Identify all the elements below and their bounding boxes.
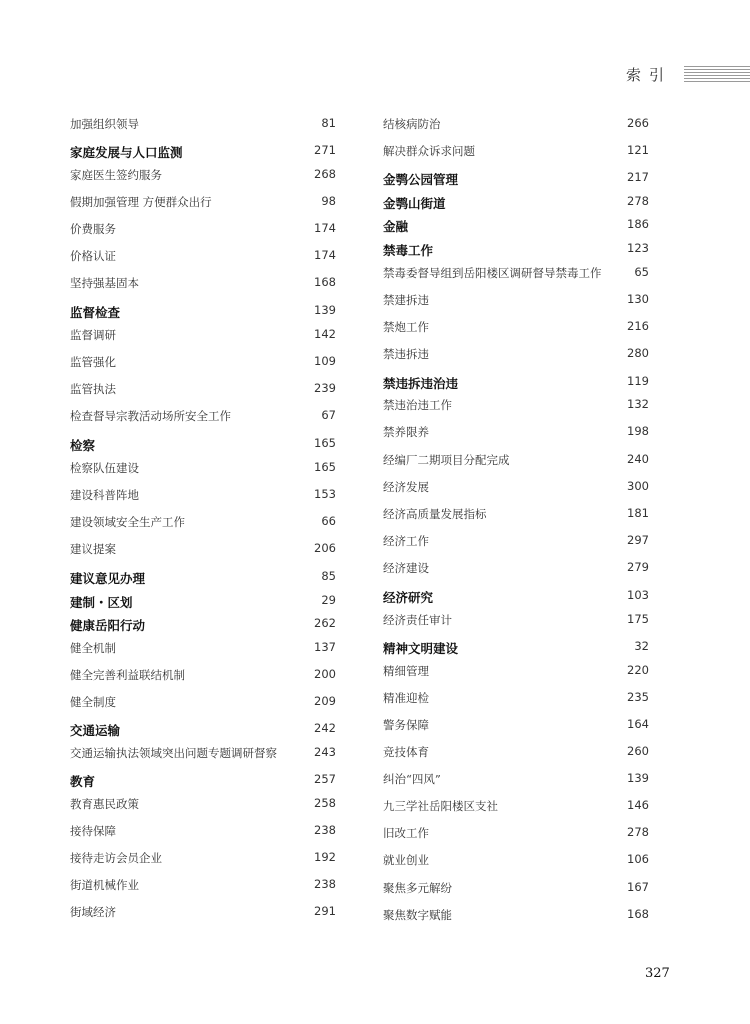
index-entry bbox=[383, 771, 649, 789]
index-term: 聚焦数字赋能 bbox=[383, 908, 452, 922]
index-page-number: 123 bbox=[627, 241, 649, 255]
index-page-number: 139 bbox=[627, 771, 649, 785]
index-term: 竞技体育 bbox=[383, 745, 429, 759]
index-page-number: 174 bbox=[314, 248, 336, 262]
index-entry bbox=[383, 612, 649, 630]
index-term: 建制・区划 bbox=[70, 595, 133, 610]
index-term: 就业创业 bbox=[383, 853, 429, 867]
index-entry bbox=[383, 907, 649, 925]
index-entry bbox=[70, 167, 336, 185]
index-term: 监督调研 bbox=[70, 328, 116, 342]
index-page-number: 66 bbox=[321, 514, 336, 528]
index-entry bbox=[383, 479, 649, 497]
index-entry bbox=[70, 667, 336, 685]
index-page-number: 238 bbox=[314, 877, 336, 891]
index-entry bbox=[70, 116, 336, 134]
index-term: 禁建拆违 bbox=[383, 293, 429, 307]
index-heading-entry bbox=[70, 721, 336, 739]
index-page-number: 258 bbox=[314, 796, 336, 810]
index-page-number: 291 bbox=[314, 904, 336, 918]
index-heading-entry bbox=[383, 170, 649, 188]
index-term: 假期加强管理 方便群众出行 bbox=[70, 195, 212, 209]
index-term: 纠治“四风” bbox=[383, 772, 441, 786]
index-page-number: 242 bbox=[314, 721, 336, 735]
index-entry bbox=[70, 408, 336, 426]
index-term: 经济研究 bbox=[383, 590, 434, 605]
index-term: 价费服务 bbox=[70, 222, 116, 236]
index-page-number: 257 bbox=[314, 772, 336, 786]
header-rule-lines bbox=[684, 66, 750, 82]
index-entry bbox=[70, 904, 336, 922]
index-entry bbox=[383, 116, 649, 134]
index-page-number: 239 bbox=[314, 381, 336, 395]
index-entry bbox=[70, 877, 336, 895]
index-term: 家庭医生签约服务 bbox=[70, 168, 162, 182]
index-entry bbox=[383, 825, 649, 843]
index-entry bbox=[383, 397, 649, 415]
index-term: 检察 bbox=[70, 438, 96, 453]
index-page-number: 186 bbox=[627, 217, 649, 231]
index-term: 街域经济 bbox=[70, 905, 116, 919]
index-term: 经济高质量发展指标 bbox=[383, 507, 487, 521]
index-entry bbox=[383, 319, 649, 337]
index-term: 禁违拆违治违 bbox=[383, 376, 459, 391]
index-term: 禁养限养 bbox=[383, 425, 429, 439]
index-heading-entry bbox=[70, 143, 336, 161]
index-term: 解决群众诉求问题 bbox=[383, 144, 475, 158]
index-page-number: 198 bbox=[627, 424, 649, 438]
index-entry bbox=[383, 265, 649, 283]
index-entry bbox=[70, 381, 336, 399]
index-entry bbox=[70, 850, 336, 868]
index-page-number: 81 bbox=[321, 116, 336, 130]
index-entry bbox=[70, 694, 336, 712]
index-entry bbox=[383, 852, 649, 870]
index-heading-entry bbox=[70, 303, 336, 321]
index-term: 检查督导宗教活动场所安全工作 bbox=[70, 409, 231, 423]
index-entry bbox=[383, 560, 649, 578]
index-term: 建设领域安全生产工作 bbox=[70, 515, 185, 529]
index-entry bbox=[383, 452, 649, 470]
index-page-number: 29 bbox=[321, 593, 336, 607]
index-entry bbox=[383, 292, 649, 310]
index-page-number: 217 bbox=[627, 170, 649, 184]
index-page-number: 262 bbox=[314, 616, 336, 630]
index-page-number: 168 bbox=[627, 907, 649, 921]
index-page-number: 168 bbox=[314, 275, 336, 289]
index-term: 禁毒工作 bbox=[383, 243, 434, 258]
index-page-number: 278 bbox=[627, 825, 649, 839]
index-entry bbox=[70, 541, 336, 559]
index-page-number: 142 bbox=[314, 327, 336, 341]
index-page-number: 65 bbox=[634, 265, 649, 279]
index-entry bbox=[383, 744, 649, 762]
index-term: 检察队伍建设 bbox=[70, 461, 139, 475]
index-page-number: 67 bbox=[321, 408, 336, 422]
index-term: 健全完善利益联结机制 bbox=[70, 668, 185, 682]
index-heading-entry bbox=[383, 374, 649, 392]
index-term: 警务保障 bbox=[383, 718, 429, 732]
index-page-number: 192 bbox=[314, 850, 336, 864]
index-term: 禁违治违工作 bbox=[383, 398, 452, 412]
index-page-number: 271 bbox=[314, 143, 336, 157]
index-entry bbox=[70, 194, 336, 212]
index-page-number: 137 bbox=[314, 640, 336, 654]
index-term: 接待保障 bbox=[70, 824, 116, 838]
index-term: 建议意见办理 bbox=[70, 571, 146, 586]
index-page-number: 220 bbox=[627, 663, 649, 677]
index-entry bbox=[383, 717, 649, 735]
index-heading-entry bbox=[383, 588, 649, 606]
index-page-number: 243 bbox=[314, 745, 336, 759]
index-entry bbox=[70, 327, 336, 345]
index-page-number: 280 bbox=[627, 346, 649, 360]
index-page-number: 139 bbox=[314, 303, 336, 317]
index-term: 健康岳阳行动 bbox=[70, 618, 146, 633]
index-page-number: 32 bbox=[634, 639, 649, 653]
index-page-number: 106 bbox=[627, 852, 649, 866]
index-entry bbox=[383, 143, 649, 161]
index-page-number: 103 bbox=[627, 588, 649, 602]
index-heading-entry bbox=[383, 639, 649, 657]
index-term: 经济建设 bbox=[383, 561, 429, 575]
index-page-number: 278 bbox=[627, 194, 649, 208]
index-entry bbox=[70, 460, 336, 478]
page-number: 327 bbox=[645, 966, 670, 981]
index-page-number: 130 bbox=[627, 292, 649, 306]
index-heading-entry bbox=[383, 194, 649, 212]
index-term: 加强组织领导 bbox=[70, 117, 139, 131]
index-page-number: 146 bbox=[627, 798, 649, 812]
index-entry bbox=[383, 346, 649, 364]
index-entry bbox=[70, 248, 336, 266]
index-page-number: 109 bbox=[314, 354, 336, 368]
index-term: 九三学社岳阳楼区支社 bbox=[383, 799, 498, 813]
index-page-number: 240 bbox=[627, 452, 649, 466]
index-page-number: 209 bbox=[314, 694, 336, 708]
index-entry bbox=[70, 275, 336, 293]
index-term: 教育惠民政策 bbox=[70, 797, 139, 811]
index-page-number: 132 bbox=[627, 397, 649, 411]
index-entry bbox=[70, 796, 336, 814]
index-term: 接待走访会员企业 bbox=[70, 851, 162, 865]
index-term: 经编厂二期项目分配完成 bbox=[383, 453, 510, 467]
index-page-number: 181 bbox=[627, 506, 649, 520]
index-entry bbox=[70, 487, 336, 505]
index-heading-entry bbox=[70, 593, 336, 611]
index-entry bbox=[383, 798, 649, 816]
index-entry bbox=[383, 690, 649, 708]
index-term: 建议提案 bbox=[70, 542, 116, 556]
index-entry bbox=[383, 663, 649, 681]
index-term: 监管强化 bbox=[70, 355, 116, 369]
index-page-number: 165 bbox=[314, 460, 336, 474]
index-term: 监管执法 bbox=[70, 382, 116, 396]
index-term: 精细管理 bbox=[383, 664, 429, 678]
index-term: 坚持强基固本 bbox=[70, 276, 139, 290]
index-term: 家庭发展与人口监测 bbox=[70, 145, 183, 160]
index-term: 经济责任审计 bbox=[383, 613, 452, 627]
header-title: 索引 bbox=[626, 66, 673, 84]
index-term: 教育 bbox=[70, 774, 96, 789]
index-entry bbox=[383, 506, 649, 524]
index-entry bbox=[383, 880, 649, 898]
index-page-number: 175 bbox=[627, 612, 649, 626]
index-page-number: 266 bbox=[627, 116, 649, 130]
index-term: 建设科普阵地 bbox=[70, 488, 139, 502]
index-entry bbox=[70, 354, 336, 372]
index-entry bbox=[70, 514, 336, 532]
index-page-number: 167 bbox=[627, 880, 649, 894]
index-term: 经济工作 bbox=[383, 534, 429, 548]
index-entry bbox=[383, 424, 649, 442]
index-page-number: 119 bbox=[627, 374, 649, 388]
index-term: 结核病防治 bbox=[383, 117, 441, 131]
index-term: 禁毒委督导组到岳阳楼区调研督导禁毒工作 bbox=[383, 266, 602, 280]
index-page-number: 297 bbox=[627, 533, 649, 547]
index-heading-entry bbox=[70, 772, 336, 790]
index-entry bbox=[383, 533, 649, 551]
index-entry bbox=[70, 640, 336, 658]
index-term: 禁违拆违 bbox=[383, 347, 429, 361]
index-term: 精神文明建设 bbox=[383, 641, 459, 656]
index-term: 禁炮工作 bbox=[383, 320, 429, 334]
index-page-number: 268 bbox=[314, 167, 336, 181]
index-page-number: 98 bbox=[321, 194, 336, 208]
index-term: 价格认证 bbox=[70, 249, 116, 263]
index-term: 金融 bbox=[383, 219, 409, 234]
index-page-number: 174 bbox=[314, 221, 336, 235]
index-page-number: 300 bbox=[627, 479, 649, 493]
index-page-number: 121 bbox=[627, 143, 649, 157]
index-page-number: 200 bbox=[314, 667, 336, 681]
index-term: 经济发展 bbox=[383, 480, 429, 494]
index-heading-entry bbox=[70, 569, 336, 587]
index-term: 旧改工作 bbox=[383, 826, 429, 840]
index-page-number: 279 bbox=[627, 560, 649, 574]
index-term: 金鹗公园管理 bbox=[383, 172, 459, 187]
index-heading-entry bbox=[70, 616, 336, 634]
index-page-number: 164 bbox=[627, 717, 649, 731]
index-term: 金鹗山街道 bbox=[383, 196, 446, 211]
index-page-number: 235 bbox=[627, 690, 649, 704]
index-entry bbox=[70, 745, 336, 763]
index-page-number: 153 bbox=[314, 487, 336, 501]
index-term: 交通运输 bbox=[70, 723, 121, 738]
index-page-number: 238 bbox=[314, 823, 336, 837]
index-page-number: 260 bbox=[627, 744, 649, 758]
index-term: 街道机械作业 bbox=[70, 878, 139, 892]
index-page-number: 85 bbox=[321, 569, 336, 583]
index-heading-entry bbox=[383, 241, 649, 259]
index-term: 监督检查 bbox=[70, 305, 121, 320]
index-term: 健全制度 bbox=[70, 695, 116, 709]
index-term: 聚焦多元解纷 bbox=[383, 881, 452, 895]
index-term: 健全机制 bbox=[70, 641, 116, 655]
index-term: 交通运输执法领域突出问题专题调研督察 bbox=[70, 746, 277, 760]
index-page-number: 165 bbox=[314, 436, 336, 450]
index-entry bbox=[70, 823, 336, 841]
index-heading-entry bbox=[383, 217, 649, 235]
index-term: 精准迎检 bbox=[383, 691, 429, 705]
index-entry bbox=[70, 221, 336, 239]
index-page-number: 216 bbox=[627, 319, 649, 333]
index-heading-entry bbox=[70, 436, 336, 454]
index-page-number: 206 bbox=[314, 541, 336, 555]
